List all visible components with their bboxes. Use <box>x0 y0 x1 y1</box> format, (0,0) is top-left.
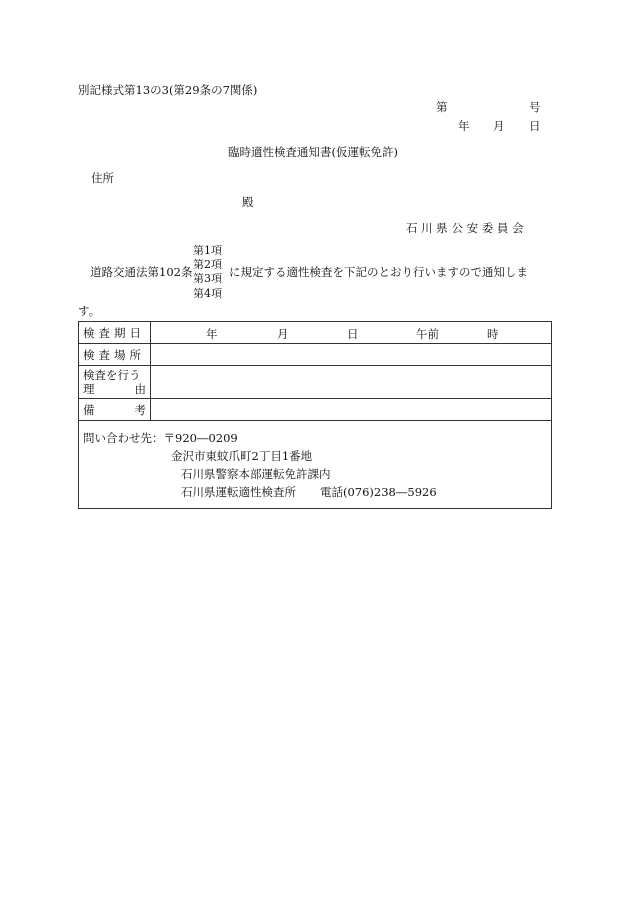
schedule-label-cell <box>79 322 151 344</box>
contact-facility-line <box>83 483 547 501</box>
form-reference: 別記様式第13の3(第29条の7関係) <box>78 83 258 97</box>
contact-label: 問い合わせ先：〒920―0209 <box>83 430 238 445</box>
reason-value-cell <box>151 366 552 399</box>
contact-row <box>79 421 552 509</box>
contact-cell <box>79 421 552 509</box>
place-label: 検査場所 <box>83 347 145 362</box>
schedule-ampm: 午前 <box>416 327 439 341</box>
number-suffix: 号 <box>529 100 541 114</box>
clause-list <box>193 244 222 301</box>
body-text-continuation: す。 <box>78 304 101 318</box>
date-year: 年 <box>458 119 470 133</box>
document-title: 臨時適性検査通知書(仮運転免許) <box>228 145 398 159</box>
clause-item: 第1項 <box>193 244 222 257</box>
remarks-label <box>83 402 146 418</box>
reason-label-line2 <box>83 382 146 396</box>
schedule-row <box>79 322 552 344</box>
schedule-value-cell <box>151 322 552 344</box>
reason-label-cell <box>79 366 151 399</box>
reason-label-line1: 検査を行う <box>83 368 141 382</box>
schedule-label: 検査期日 <box>83 325 145 340</box>
place-value-cell <box>151 344 552 366</box>
clause-item: 第4項 <box>193 286 222 300</box>
remarks-label-cell <box>79 399 151 421</box>
schedule-day: 日 <box>347 327 359 341</box>
remarks-label-char2: 考 <box>134 402 146 417</box>
remarks-value-cell <box>151 399 552 421</box>
schedule-month: 月 <box>277 327 289 341</box>
reason-label-char1: 理 <box>83 382 95 396</box>
honorific: 殿 <box>242 195 254 209</box>
body-text: に規定する適性検査を下記のとおり行いますので通知しま <box>229 265 528 279</box>
place-row <box>79 344 552 366</box>
contact-facility: 石川県運転適性検査所 <box>181 484 296 499</box>
schedule-year: 年 <box>206 327 218 341</box>
contact-department: 石川県警察本部運転免許課内 <box>181 466 331 481</box>
reason-row <box>79 366 552 399</box>
reason-label-char2: 由 <box>134 382 146 396</box>
clause-item: 第2項 <box>193 258 222 272</box>
date-day: 日 <box>529 119 541 133</box>
number-prefix: 第 <box>436 100 448 114</box>
date-month: 月 <box>493 119 505 133</box>
place-label-cell <box>79 344 151 366</box>
inspection-form-table <box>78 321 552 509</box>
remarks-row <box>79 399 552 421</box>
clause-item: 第3項 <box>193 272 222 286</box>
law-prefix: 道路交通法第102条 <box>90 265 193 279</box>
issuer-name: 石 川 県 公 安 委 員 会 <box>406 221 524 235</box>
schedule-hour: 時 <box>487 327 499 341</box>
contact-phone: 電話(076)238―5926 <box>320 484 437 499</box>
contact-address: 金沢市東蚊爪町2丁目1番地 <box>171 448 313 463</box>
remarks-label-char1: 備 <box>83 402 95 417</box>
address-label: 住所 <box>91 171 114 185</box>
